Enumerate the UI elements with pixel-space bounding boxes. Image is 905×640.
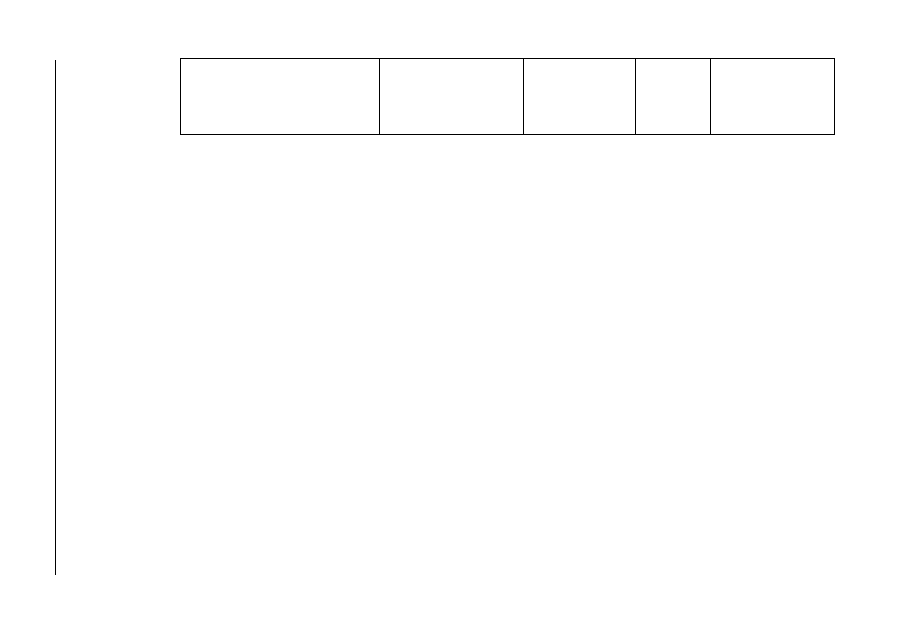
materials-table — [180, 58, 835, 135]
header-empty-cell — [181, 59, 380, 135]
header-unit — [524, 59, 636, 135]
table-header-row — [181, 59, 835, 135]
header-name — [380, 59, 524, 135]
header-life — [636, 59, 711, 135]
header-need — [711, 59, 835, 135]
left-margin-rule — [55, 60, 56, 575]
